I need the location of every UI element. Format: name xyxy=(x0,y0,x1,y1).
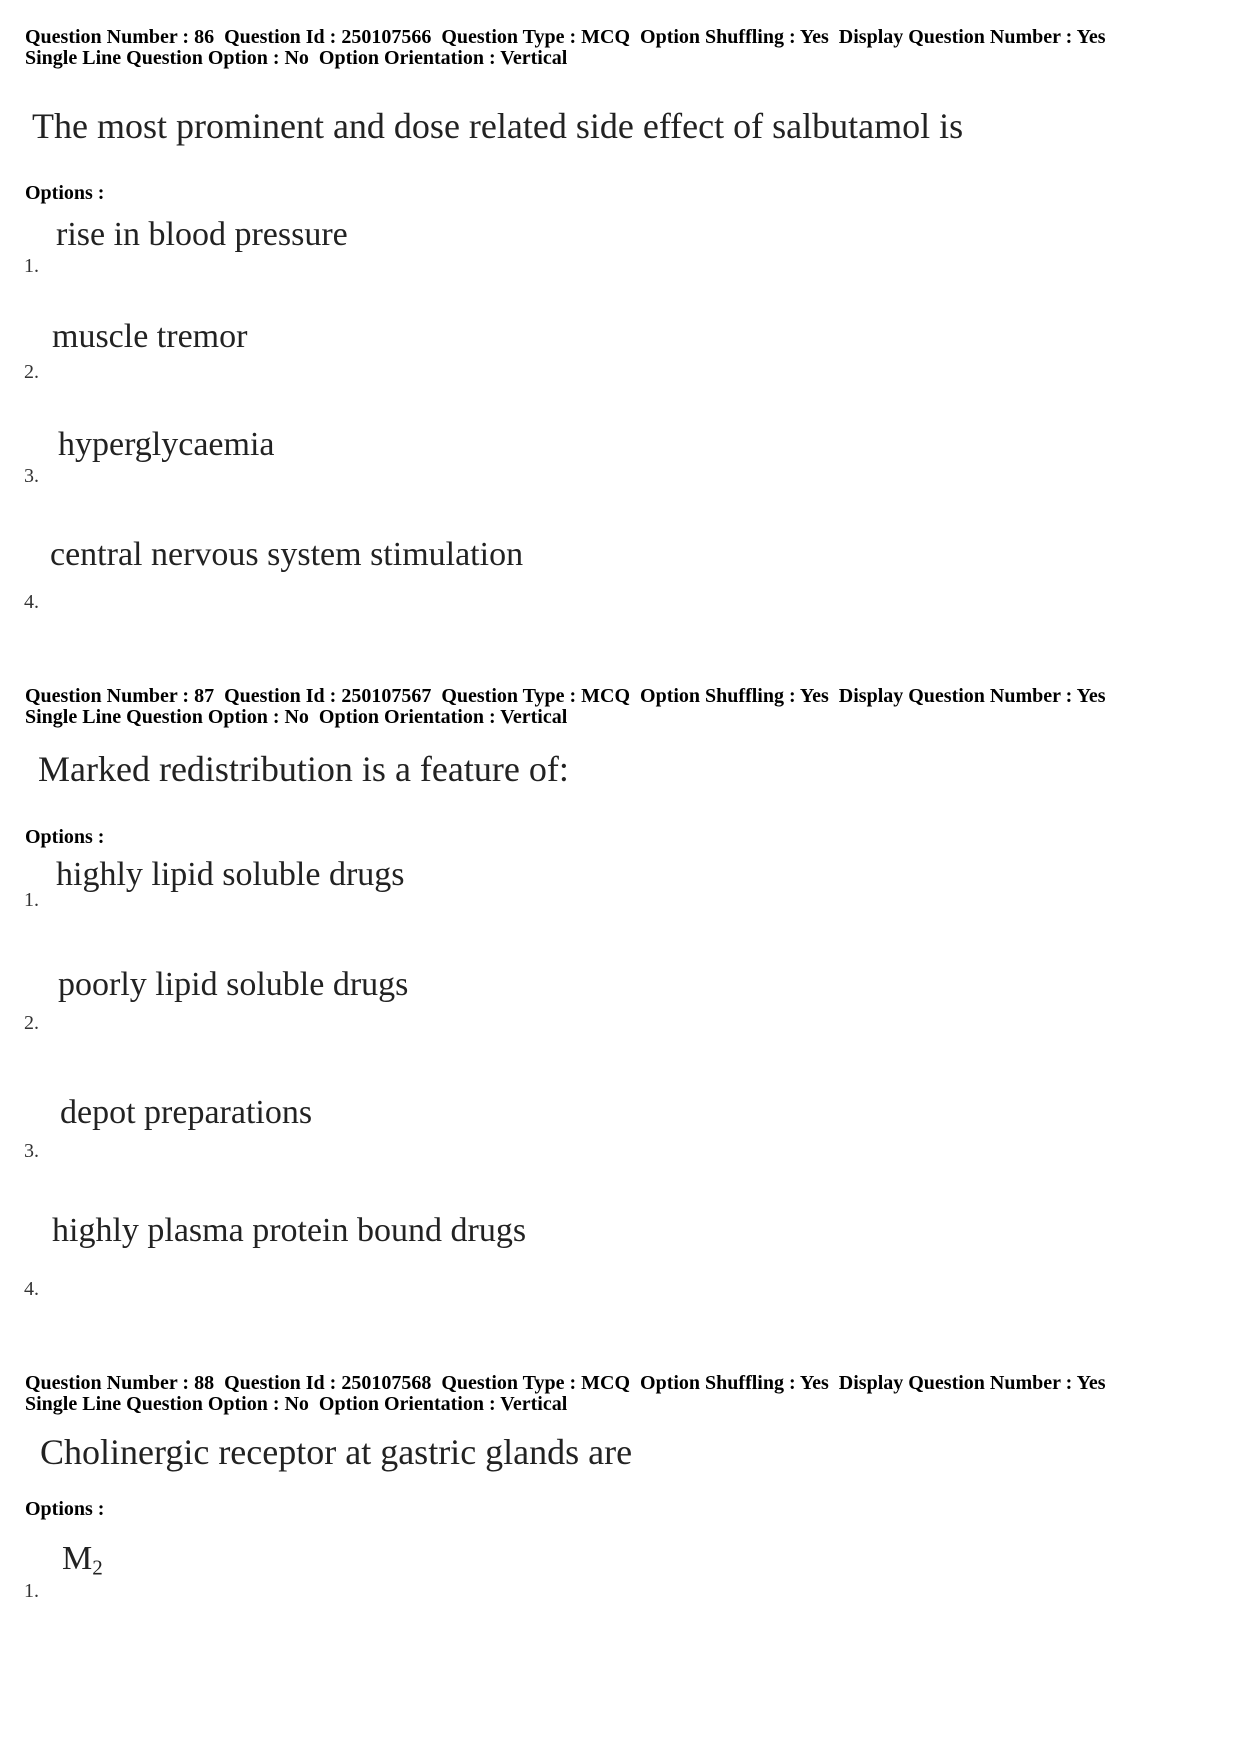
option-number: 2 . xyxy=(24,361,39,383)
option-number: 4 . xyxy=(24,591,39,613)
option-text: highly plasma protein bound drugs xyxy=(52,1212,527,1249)
question-meta-line-2: Single Line Question Option : No Option Orientation : Vertical xyxy=(25,1393,568,1415)
option-text xyxy=(62,1540,103,1586)
options-label: Options : xyxy=(25,1498,105,1520)
question-text: Cholinergic receptor at gastric glands are xyxy=(40,1432,633,1472)
option-text: central nervous system stimulation xyxy=(50,536,524,573)
option-text-main: M xyxy=(62,1540,93,1577)
option-number: 4 . xyxy=(24,1278,39,1300)
options-label: Options : xyxy=(25,826,105,848)
option-number: 1 . xyxy=(24,889,39,911)
option-number: 1 . xyxy=(24,1580,39,1602)
option-text: rise in blood pressure xyxy=(56,216,348,253)
option-number: 3 . xyxy=(24,1140,39,1162)
option-text: depot preparations xyxy=(60,1094,313,1131)
option-number: 1 . xyxy=(24,255,39,277)
question-meta-line-2: Single Line Question Option : No Option Orientation : Vertical xyxy=(25,47,568,69)
question-text: The most prominent and dose related side effect of salbutamol is xyxy=(32,106,964,146)
question-meta-line-2: Single Line Question Option : No Option Orientation : Vertical xyxy=(25,706,568,728)
question-meta-line-1: Question Number : 86 Question Id : 250107566 Question Type : MCQ Option Shuffling : Yes Display Question Number : Yes xyxy=(25,26,1106,48)
option-text: hyperglycaemia xyxy=(58,426,275,463)
option-text: muscle tremor xyxy=(52,318,248,355)
options-label: Options : xyxy=(25,182,105,204)
question-meta-line-1: Question Number : 88 Question Id : 250107568 Question Type : MCQ Option Shuffling : Yes Display Question Number : Yes xyxy=(25,1372,1106,1394)
option-number: 3 . xyxy=(24,465,39,487)
option-text: poorly lipid soluble drugs xyxy=(58,966,409,1003)
option-text: highly lipid soluble drugs xyxy=(56,856,405,893)
question-meta-line-1: Question Number : 87 Question Id : 250107567 Question Type : MCQ Option Shuffling : Yes Display Question Number : Yes xyxy=(25,685,1106,707)
option-number: 2 . xyxy=(24,1012,39,1034)
option-text-subscript: 2 xyxy=(92,1555,103,1580)
question-text: Marked redistribution is a feature of: xyxy=(38,749,569,789)
